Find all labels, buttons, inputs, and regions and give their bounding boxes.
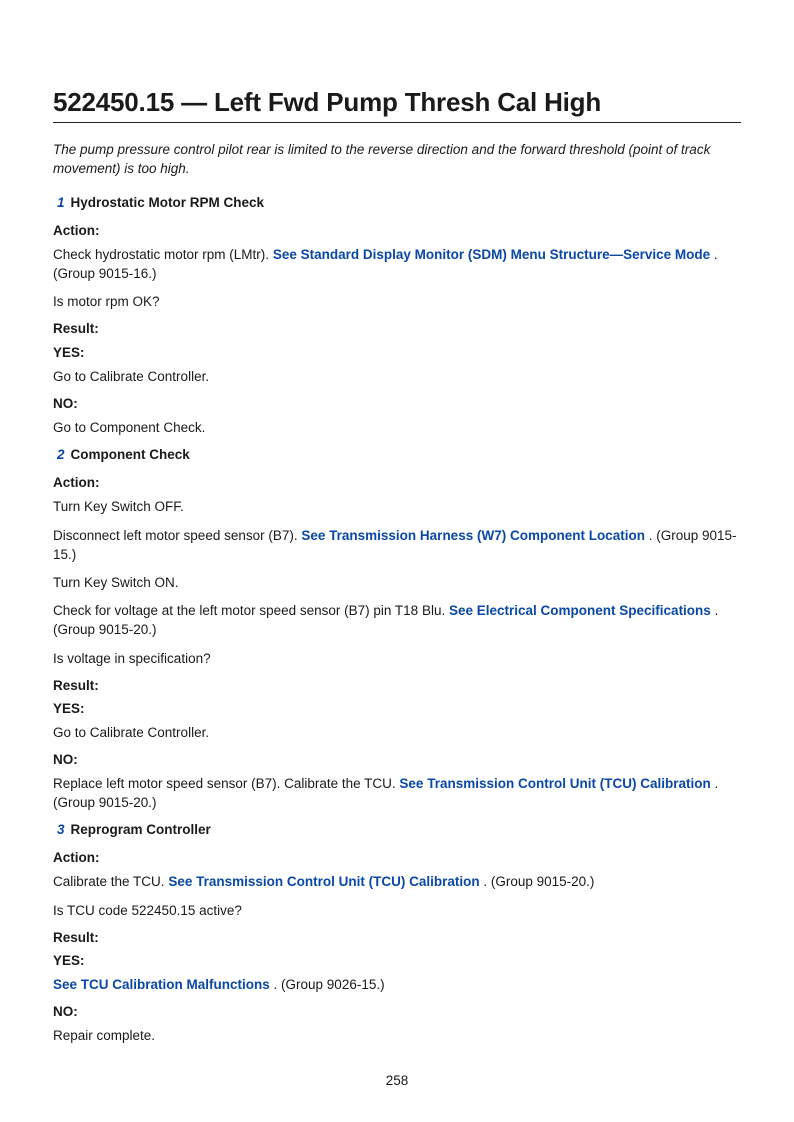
step-3-result-label: Result: [53, 930, 99, 945]
page-title: 522450.15 — Left Fwd Pump Thresh Cal High [53, 87, 602, 117]
step-2-action-4-link[interactable]: See Electrical Component Specifications [448, 603, 711, 618]
step-1-result-label: Result: [53, 321, 99, 336]
step-2-no-text: Replace left motor speed sensor (B7). Calibrate the TCU. See Transmission Control Unit (TCU) Calibration . (Group 9015-20.) [53, 776, 719, 810]
document-page [53, 0, 741, 1122]
step-2-heading [57, 446, 190, 464]
step-2-action-2: Disconnect left motor speed sensor (B7). See Transmission Harness (W7) Component Location . (Group 9015-15.) [53, 528, 737, 562]
step-3-no-label: NO: [53, 1004, 78, 1019]
step-1-yes-label: YES: [53, 345, 85, 360]
step-2-action-2-link[interactable]: See Transmission Harness (W7) Component Location [301, 528, 645, 543]
step-2-result-label: Result: [53, 678, 99, 693]
step-3-yes-label: YES: [53, 953, 85, 968]
step-3-title: Reprogram Controller [70, 822, 211, 837]
step-3-heading [57, 821, 211, 839]
step-1-title: Hydrostatic Motor RPM Check [70, 195, 265, 210]
step-1-number: 1 [57, 195, 65, 210]
step-2-no-label: NO: [53, 752, 78, 767]
title-divider [53, 122, 741, 123]
step-1-heading [57, 194, 264, 212]
step-2-action-3: Turn Key Switch ON. [53, 575, 179, 590]
step-3-action-label: Action: [53, 850, 100, 865]
step-3-yes-link[interactable]: See TCU Calibration Malfunctions [53, 977, 270, 992]
step-1-no-label: NO: [53, 396, 78, 411]
page-number: 258 [385, 1073, 409, 1088]
step-2-title: Component Check [70, 447, 190, 462]
step-1-no-text: Go to Component Check. [53, 420, 206, 435]
step-3-question: Is TCU code 522450.15 active? [53, 903, 242, 918]
step-1-question: Is motor rpm OK? [53, 294, 160, 309]
step-3-action-link[interactable]: See Transmission Control Unit (TCU) Calibration [168, 874, 480, 889]
step-1-action-text: Check hydrostatic motor rpm (LMtr). See Standard Display Monitor (SDM) Menu Structure—Service Mode . (Group 9015-16.) [53, 247, 718, 281]
step-3-yes-text: See TCU Calibration Malfunctions . (Group 9026-15.) [53, 977, 385, 992]
step-1-yes-text: Go to Calibrate Controller. [53, 369, 210, 384]
step-2-yes-label: YES: [53, 701, 85, 716]
step-2-no-link[interactable]: See Transmission Control Unit (TCU) Calibration [399, 776, 711, 791]
step-2-action-1: Turn Key Switch OFF. [53, 499, 184, 514]
step-2-action-label: Action: [53, 475, 100, 490]
step-2-question: Is voltage in specification? [53, 651, 211, 666]
step-2-action-4: Check for voltage at the left motor speed sensor (B7) pin T18 Blu. See Electrical Component Specifications . (Group 9015-20.) [53, 603, 719, 637]
step-3-number: 3 [57, 822, 65, 837]
step-1-action-label: Action: [53, 223, 100, 238]
step-3-action-text: Calibrate the TCU. See Transmission Control Unit (TCU) Calibration . (Group 9015-20.) [53, 874, 595, 889]
intro-paragraph: The pump pressure control pilot rear is limited to the reverse direction and the forward threshold (point of track movement) is too high. [53, 142, 711, 176]
step-2-yes-text: Go to Calibrate Controller. [53, 725, 210, 740]
step-3-no-text: Repair complete. [53, 1028, 156, 1043]
step-1-action-link[interactable]: See Standard Display Monitor (SDM) Menu Structure—Service Mode [272, 247, 711, 262]
step-2-number: 2 [57, 447, 65, 462]
